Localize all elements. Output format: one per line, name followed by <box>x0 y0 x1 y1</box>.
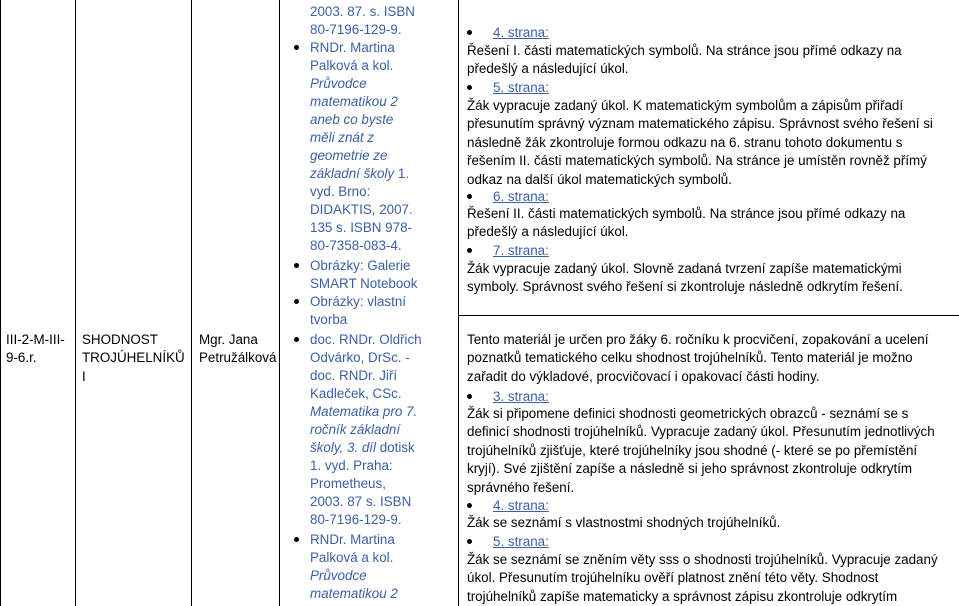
text-line: Žák se seznámí s vlastnostmi shodných trojúhelníků. <box>467 515 781 530</box>
text-line: Žák vypracuje zadaný úkol. Slovně zadaná tvrzení zapíše matematickými <box>467 261 902 276</box>
source-text: 1. <box>397 166 410 181</box>
source-line: 2003. 87. s. ISBN <box>310 4 415 19</box>
page-description <box>467 405 957 497</box>
page-link-4[interactable]: 4. strana: <box>493 25 549 40</box>
source-line: geometrie ze <box>310 148 388 163</box>
page-description <box>467 42 957 79</box>
source-line: RNDr. Martina <box>310 40 395 55</box>
title-text: SHODNOST TROJÚHELNÍKŮ I <box>82 332 185 384</box>
bullet-icon <box>294 299 299 304</box>
bullet-icon <box>294 337 299 342</box>
source-line: Obrázky: Galerie <box>310 258 411 273</box>
source-line: měli znát z <box>310 130 374 145</box>
source-text: dotisk <box>376 440 415 455</box>
source-line: tvorba <box>310 312 348 327</box>
bullet-icon <box>467 248 472 253</box>
text-line: Žák vypracuje zadaný úkol. K matematickým symbolům a zápisům přiřadí <box>467 98 904 113</box>
text-line: symboly. Správnost svého řešení si zkontroluje následně odkrytím řešení. <box>467 279 903 295</box>
source-line: Průvodce <box>310 568 367 583</box>
page-description <box>467 260 957 297</box>
source-line: 80-7196-129-9. <box>310 22 402 37</box>
source-line: Prometheus, <box>310 476 386 491</box>
source-line: DIDAKTIS, 2007. <box>310 202 413 217</box>
source-line: matematikou 2 <box>310 586 398 601</box>
text-line: Řešení II. části matematických symbolů. Na stránce jsou přímé odkazy na <box>467 206 906 221</box>
text-line: Žák si připomene definici shodnosti geometrických obrazců - seznámí se s <box>467 406 909 421</box>
source-line: Palková a kol. <box>310 550 394 565</box>
text-line: odkaz na další úkol matematických symbolů. <box>467 171 732 187</box>
text-line: řešením II. části matematických symbolů. Na stránce je umístěn rovněž přímý <box>467 153 927 169</box>
source-line: ročník základní <box>310 422 401 437</box>
page-link-7[interactable]: 7. strana: <box>493 243 549 258</box>
source-line: RNDr. Martina <box>310 532 395 547</box>
text-line: předešlý a následující úkol. <box>467 61 629 77</box>
grid-line <box>458 0 459 606</box>
bullet-icon <box>294 263 299 268</box>
bullet-icon <box>294 537 299 542</box>
text-line: přesunutím správný význam matematického zápisu. Správnost svého řešení si <box>467 116 933 132</box>
source-line: Obrázky: vlastní <box>310 294 406 309</box>
text-line: Řešení I. části matematických symbolů. Na stránce jsou přímé odkazy na <box>467 43 902 58</box>
page-description <box>467 205 957 242</box>
source-line: 135 s. ISBN 978- <box>310 220 412 235</box>
code-text: III-2-M-III-9-6.r. <box>6 332 65 366</box>
page-description <box>467 514 957 532</box>
text-line: Žák se seznámí se zněním věty sss o shodnosti trojúhelníků. Vypracuje zadaný <box>467 552 938 567</box>
text-line: kryjí). Své zjištění zapíše a následně si jeho správnost zkontroluje odkrytím <box>467 461 913 477</box>
source-line: 80-7196-129-9. <box>310 512 402 527</box>
bullet-icon <box>467 194 472 199</box>
text-line: poznatků tematického celku shodnost trojúhelníků. Tento materiál je možno <box>467 350 913 366</box>
page-description <box>467 97 957 189</box>
bullet-icon <box>467 30 472 35</box>
page-description <box>467 551 957 606</box>
source-line: 1. vyd. Praha: <box>310 458 393 473</box>
source-line: vyd. Brno: <box>310 184 371 199</box>
source-text: základní školy <box>310 166 395 181</box>
source-line: 80-7358-083-4. <box>310 238 402 253</box>
text-line: následně žák zkontroluje formou odkazu na 6. stranu tohoto dokumentu s <box>467 134 903 150</box>
source-line: Matematika pro 7. <box>310 404 418 419</box>
source-line: 2003. 87 s. ISBN <box>310 494 412 509</box>
text-line: správného řešení. <box>467 479 575 495</box>
author <box>199 331 279 368</box>
bullet-icon <box>294 45 299 50</box>
grid-line <box>279 0 280 606</box>
source-line: doc. RNDr. Jiří <box>310 368 398 383</box>
bullet-icon <box>467 503 472 508</box>
source-line: Kadleček, CSc. <box>310 386 402 401</box>
author-text: Mgr. Jana Petružálková <box>199 332 277 366</box>
source-line: matematikou 2 <box>310 94 398 109</box>
text-line: zařadit do výkladové, procvičovací i opakovací části hodiny. <box>467 368 820 384</box>
text-line: Tento materiál je určen pro žáky 6. ročníku k procvičení, zopakování a ucelení <box>467 332 929 347</box>
page-link-4b[interactable]: 4. strana: <box>493 498 549 513</box>
bullet-icon <box>467 394 472 399</box>
page-link-6[interactable]: 6. strana: <box>493 189 549 204</box>
grid-line <box>191 0 192 606</box>
source-line: doc. RNDr. Oldřich <box>310 332 422 347</box>
text-line: předešlý a následující úkol. <box>467 224 629 240</box>
source-line <box>310 165 409 183</box>
text-line: trojúhelníků zjišťuje, které trojúhelníky jsou shodné (- které se po přemístění <box>467 442 918 458</box>
page-link-5[interactable]: 5. strana: <box>493 80 549 95</box>
grid-line <box>458 315 959 316</box>
bullet-icon <box>467 539 472 544</box>
source-line: aneb co byste <box>310 112 394 127</box>
page-link-5b[interactable]: 5. strana: <box>493 534 549 549</box>
source-line <box>310 439 415 457</box>
row-code <box>6 331 72 368</box>
source-line: Odvárko, DrSc. - <box>310 350 410 365</box>
source-line: Průvodce <box>310 76 367 91</box>
bullet-icon <box>467 85 472 90</box>
grid-line <box>75 0 76 606</box>
text-line: trojúhelníků zapíše matematicky a správnost zápisu zkontroluje odkrytím <box>467 588 898 604</box>
topic-title <box>82 331 190 386</box>
source-line: SMART Notebook <box>310 276 418 291</box>
text-line: definicí shodnosti trojúhelníků. Vypracuje zadaný úkol. Přesunutím jednotlivých <box>467 424 935 440</box>
text-line: úkol. Přesunutím trojúhelníku ověří platnost znění této věty. Shodnost <box>467 570 879 586</box>
grid-line <box>0 0 1 606</box>
source-line: Palková a kol. <box>310 58 394 73</box>
source-text: školy, 3. díl <box>310 440 376 455</box>
intro-paragraph <box>467 331 957 386</box>
page-link-3[interactable]: 3. strana: <box>493 389 549 404</box>
